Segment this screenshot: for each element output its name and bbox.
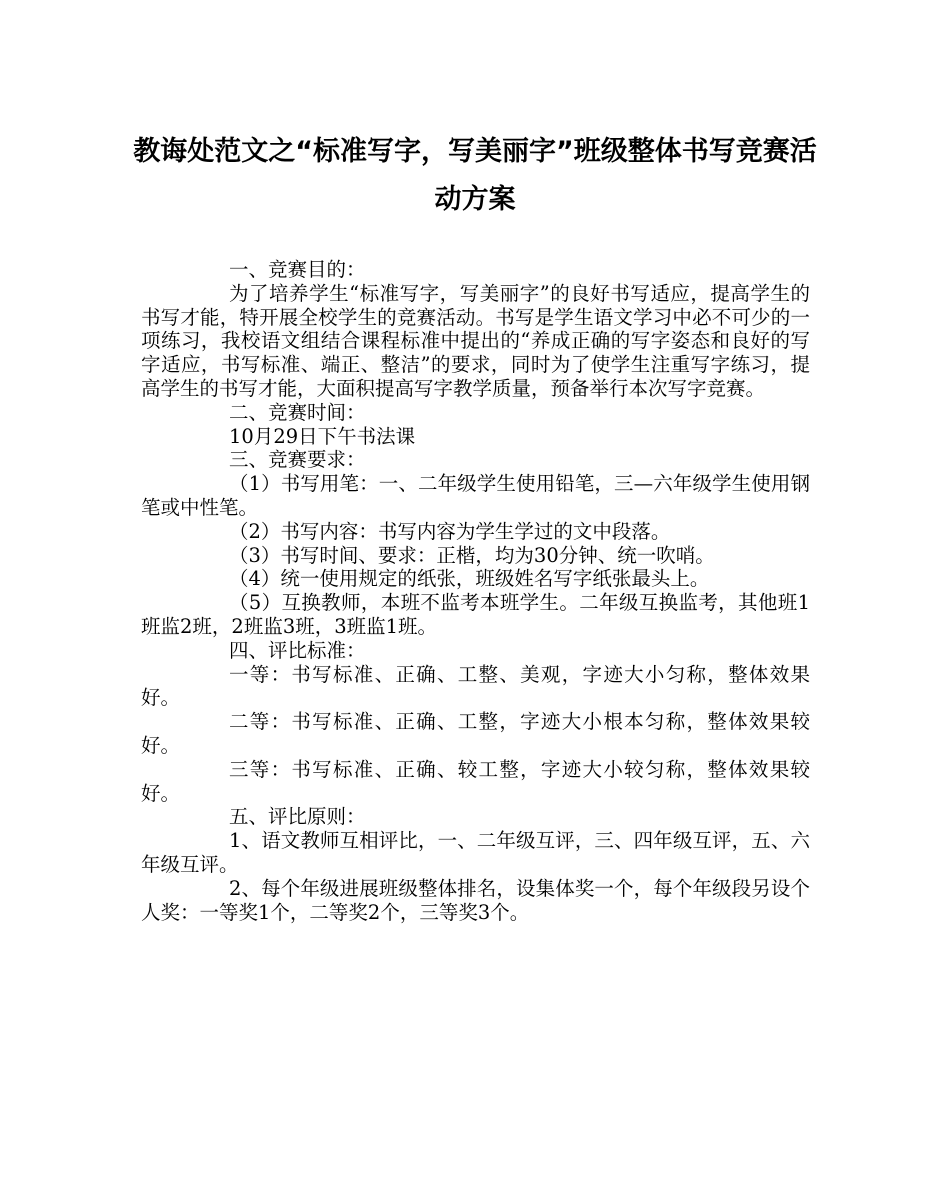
document-body xyxy=(141,258,810,924)
section-heading-principles: 五、评比原则： xyxy=(229,805,366,829)
principle-item: 2、每个年级进展班级整体排名，设集体奖一个，每个年级段另设个人奖：一等奖1个，二等奖2个，三等奖3个。 xyxy=(141,876,810,924)
requirement-item: （5）互换教师，本班不监考本班学生。二年级互换监考，其他班1班监2班，2班监3班，3班监1班。 xyxy=(141,591,810,638)
section-heading-requirements: 三、竞赛要求： xyxy=(229,448,366,472)
criteria-item: 一等：书写标准、正确、工整、美观，字迹大小匀称，整体效果好。 xyxy=(141,662,810,710)
section-heading-time: 二、竞赛时间： xyxy=(229,400,366,424)
requirement-item: （3）书写时间、要求：正楷，均为30分钟、统一吹哨。 xyxy=(229,543,715,567)
requirement-item: （1）书写用笔：一、二年级学生使用铅笔，三—六年级学生使用钢笔或中性笔。 xyxy=(141,472,810,519)
requirement-item: （4）统一使用规定的纸张，班级姓名写字纸张最头上。 xyxy=(229,567,710,591)
criteria-item: 二等：书写标准、正确、工整，字迹大小根本匀称，整体效果较好。 xyxy=(141,710,810,757)
principle-item: 1、语文教师互相评比，一、二年级互评，三、四年级互评，五、六年级互评。 xyxy=(141,829,810,876)
criteria-item: 三等：书写标准、正确、较工整，字迹大小较匀称，整体效果较好。 xyxy=(141,757,810,805)
section-heading-criteria: 四、评比标准： xyxy=(229,638,366,662)
requirement-item: （2）书写内容：书写内容为学生学过的文中段落。 xyxy=(229,519,671,543)
time-paragraph: 10月29日下午书法课 xyxy=(229,424,416,448)
section-heading-purpose: 一、竞赛目的： xyxy=(229,258,366,281)
purpose-paragraph: 为了培养学生“标准写字，写美丽字”的良好书写适应，提高学生的书写才能，特开展全校学生的竞赛活动。书写是学生语文学习中必不可少的一项练习，我校语文组结合课程标准中提出的“养成正确的写字姿态和良好的写字适应，书写标准、端正、整洁”的要求，同时为了使学生注重写字练习，提高学生的书写才能，大面积提高写字教学质量，预备举行本次写字竞赛。 xyxy=(141,281,810,400)
document-title: 教诲处范文之“标准写字，写美丽字”班级整体书写竞赛活动方案 xyxy=(133,136,817,215)
